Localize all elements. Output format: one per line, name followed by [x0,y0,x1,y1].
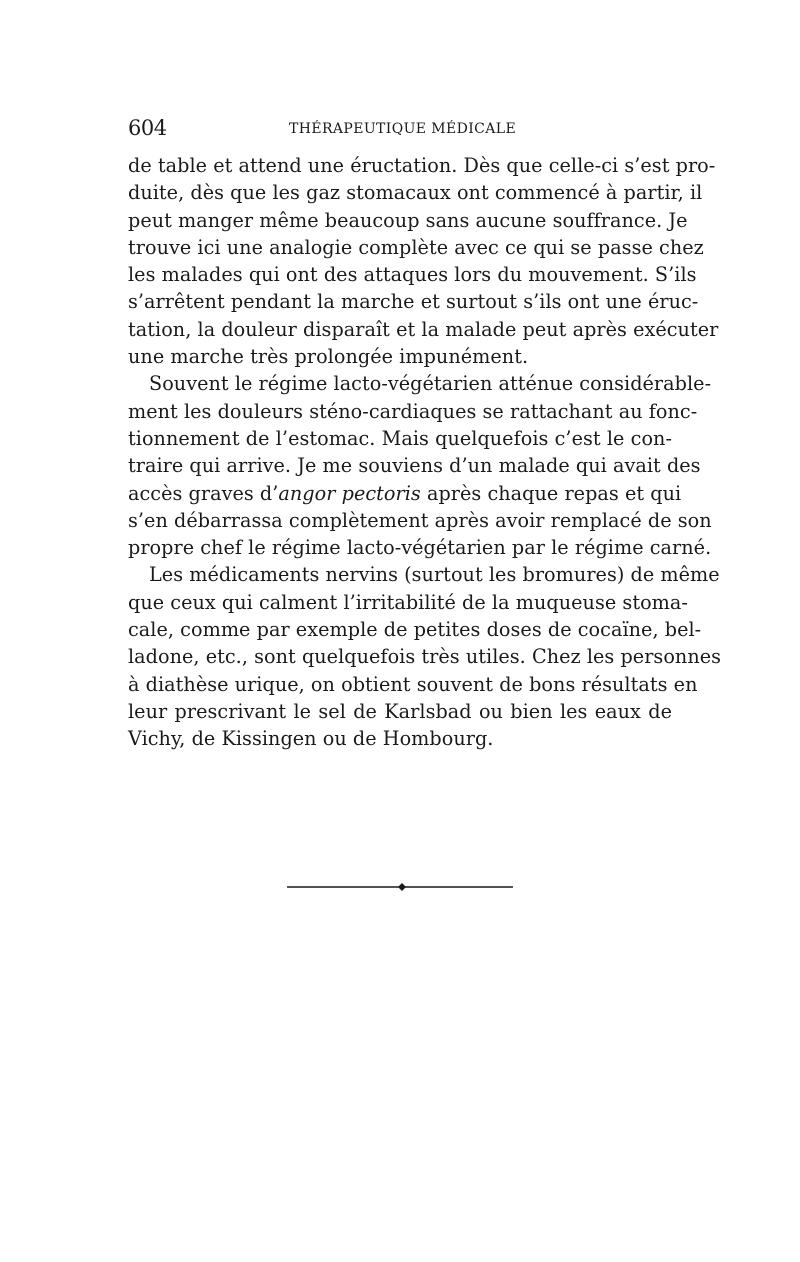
section-end-ornament [287,881,513,893]
text-segment: accès graves d’ [128,481,279,505]
text-line: les malades qui ont des attaques lors du mouvement. S’ils [128,263,697,287]
text-line: une marche très prolongée impunément. [128,345,529,369]
text-line: Vichy, de Kissingen ou de Hombourg. [128,727,494,751]
text-line: tionnement de l’estomac. Mais quelquefois c’est le con- [128,426,672,450]
running-title: THÉRAPEUTIQUE MÉDICALE [289,121,517,137]
text-line: cale, comme par exemple de petites doses de cocaïne, bel- [128,618,702,642]
text-line: propre chef le régime lacto-végétarien par le régime carné. [128,536,712,560]
text-line: ment les douleurs sténo-cardiaques se rattachant au fonc- [128,399,698,423]
text-line: s’arrêtent pendant la marche et surtout s’ils ont une éruc- [128,290,699,314]
text-line: Les médicaments nervins (surtout les bromures) de même [149,563,720,587]
text-line: Souvent le régime lacto-végétarien atténue considérable- [149,372,712,396]
page-number: 604 [128,116,167,140]
text-line: leur prescrivant le sel de Karlsbad ou bien les eaux de [128,699,672,723]
text-line: peut manger même beaucoup sans aucune souffrance. Je [128,208,688,232]
text-line: tation, la douleur disparaît et la malade peut après exécuter [128,317,719,341]
text-line: ladone, etc., sont quelquefois très utiles. Chez les personnes [128,645,722,669]
text-line: traire qui arrive. Je me souviens d’un malade qui avait des [128,454,701,478]
text-line: de table et attend une éructation. Dès que celle-ci s’est pro- [128,154,716,177]
text-segment: après chaque repas et qui [420,481,682,505]
italic-term: angor pectoris [278,481,421,505]
text-line: que ceux qui calment l’irritabilité de la muqueuse stoma- [128,590,688,614]
text-line-with-italic [128,480,682,507]
text-line: s’en débarrassa complètement après avoir remplacé de son [128,508,712,532]
body-text [128,152,722,753]
running-head [128,116,672,140]
text-line: duite, dès que les gaz stomacaux ont commencé à partir, il [128,181,703,205]
text-line: à diathèse urique, on obtient souvent de bons résultats en [128,672,698,696]
text-line: trouve ici une analogie complète avec ce qui se passe chez [128,235,704,259]
